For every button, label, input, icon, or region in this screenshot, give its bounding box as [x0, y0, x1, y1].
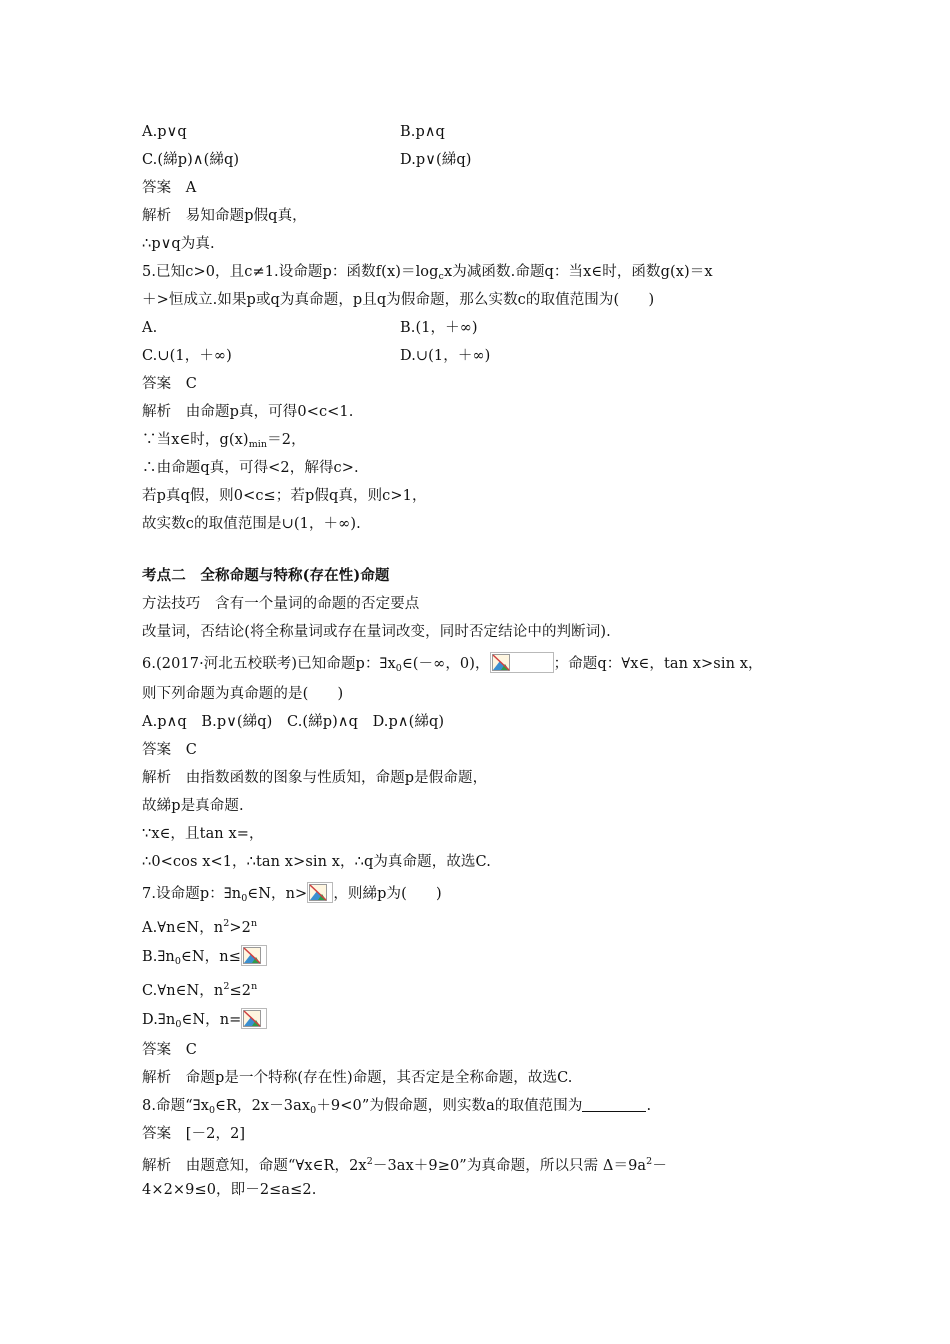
answer-line: 答案 C — [142, 376, 197, 392]
option-c: C.(綈p)∧(綈q) — [142, 152, 240, 168]
option-row — [142, 150, 472, 170]
answer-line: 答案 C — [142, 742, 197, 758]
option-row — [142, 346, 491, 366]
analysis-line: ∴由命题q真，可得<2，解得c>. — [142, 460, 359, 476]
method-tip: 方法技巧 含有一个量词的命题的否定要点 — [142, 596, 420, 612]
section-heading: 考点二 全称命题与特称(存在性)命题 — [142, 567, 390, 584]
option-d: D.p∨(綈q) — [400, 152, 472, 168]
option-a: A. — [142, 320, 158, 336]
analysis-line: ∵当x∈时，$g(x)_{min}=2$， — [142, 432, 306, 450]
answer-line: 答案 A — [142, 180, 197, 196]
analysis-line: 解析 由命题p真，可得0<c<1. — [142, 404, 354, 420]
analysis-line: 解析 命题p是一个特称(存在性)命题，其否定是全称命题，故选C. — [142, 1070, 573, 1086]
option-b: B.(1，＋∞) — [400, 320, 478, 336]
broken-image-icon — [241, 1008, 267, 1029]
question-6-stem: 6.(2017·河北五校联考)已知命题p：$\exists x_0\in(-\infty$，0)， ；命题q：∀x∈，tan x>sin x， — [142, 652, 763, 679]
analysis-line: 故綈p是真命题. — [142, 798, 244, 814]
option-b: B.p∧q — [400, 124, 445, 140]
analysis-line: 解析 由指数函数的图象与性质知，命题p是假命题， — [142, 770, 488, 786]
answer-blank — [582, 1097, 646, 1112]
analysis-line: ∴0<cos x<1，∴tan x>sin x，∴q为真命题，故选C. — [142, 854, 491, 870]
answer-line: 答案 [－2，2] — [142, 1126, 246, 1142]
option-row — [142, 122, 445, 142]
question-8-stem: 8.命题“$\exists x_0\in R$，$2x-3ax_0+9<0$”为假命题，则实数a的取值范围为 . — [142, 1098, 652, 1116]
analysis-line: 若p真q假，则0<c≤；若p假q真，则c>1， — [142, 488, 427, 504]
broken-image-icon — [307, 882, 333, 903]
question-6-options: A.p∧q B.p∨(綈q) C.(綈p)∧q D.p∧(綈q) — [142, 714, 445, 730]
option-a: A.p∨q — [142, 124, 187, 140]
analysis-line: 解析 易知命题p假q真， — [142, 208, 307, 224]
analysis-line: ∵x∈，且tan x=， — [142, 826, 264, 842]
analysis-line: 故实数c的取值范围是∪(1，＋∞). — [142, 516, 361, 532]
option-row — [142, 318, 478, 338]
question-6-stem-cont: 则下列命题为真命题的是( ) — [142, 686, 344, 702]
question-5-stem-cont: ＋>恒成立.如果p或q为真命题，p且q为假命题，那么实数c的取值范围为( ) — [142, 292, 655, 308]
analysis-line: 解析 由题意知，命题“∀x∈R，$2x^2-3ax+9\ge 0$”为真命题，所以只需 $\Delta=9a^2-$ — [142, 1156, 667, 1174]
broken-image-icon — [241, 945, 267, 966]
option-c: C.∀n∈N，$n^2\le 2^n$ — [142, 981, 258, 999]
broken-image-icon — [490, 652, 554, 673]
analysis-line: 4×2×9≤0，即－2≤a≤2. — [142, 1182, 317, 1198]
option-c: C.∪(1，＋∞) — [142, 348, 232, 364]
method-detail: 改量词，否结论(将全称量词或存在量词改变，同时否定结论中的判断词). — [142, 624, 611, 640]
option-b: $B.\exists n_0\in N$，n≤ — [142, 945, 267, 972]
question-5-stem: 5.已知c>0，且c≠1.设命题p：函数$f(x)=\log_cx$为减函数.命题q：当x∈时，函数g(x)＝x — [142, 264, 713, 282]
question-7-stem: 7.设命题p：$\exists n_0\in N$，n> ，则綈p为( ) — [142, 882, 442, 909]
option-a: A.∀n∈N，$n^2>2^n$ — [142, 918, 258, 936]
option-d: $D.\exists n_0\in N$，n= — [142, 1008, 267, 1035]
analysis-line: ∴p∨q为真. — [142, 236, 215, 252]
option-d: D.∪(1，＋∞) — [400, 348, 491, 364]
answer-line: 答案 C — [142, 1042, 197, 1058]
